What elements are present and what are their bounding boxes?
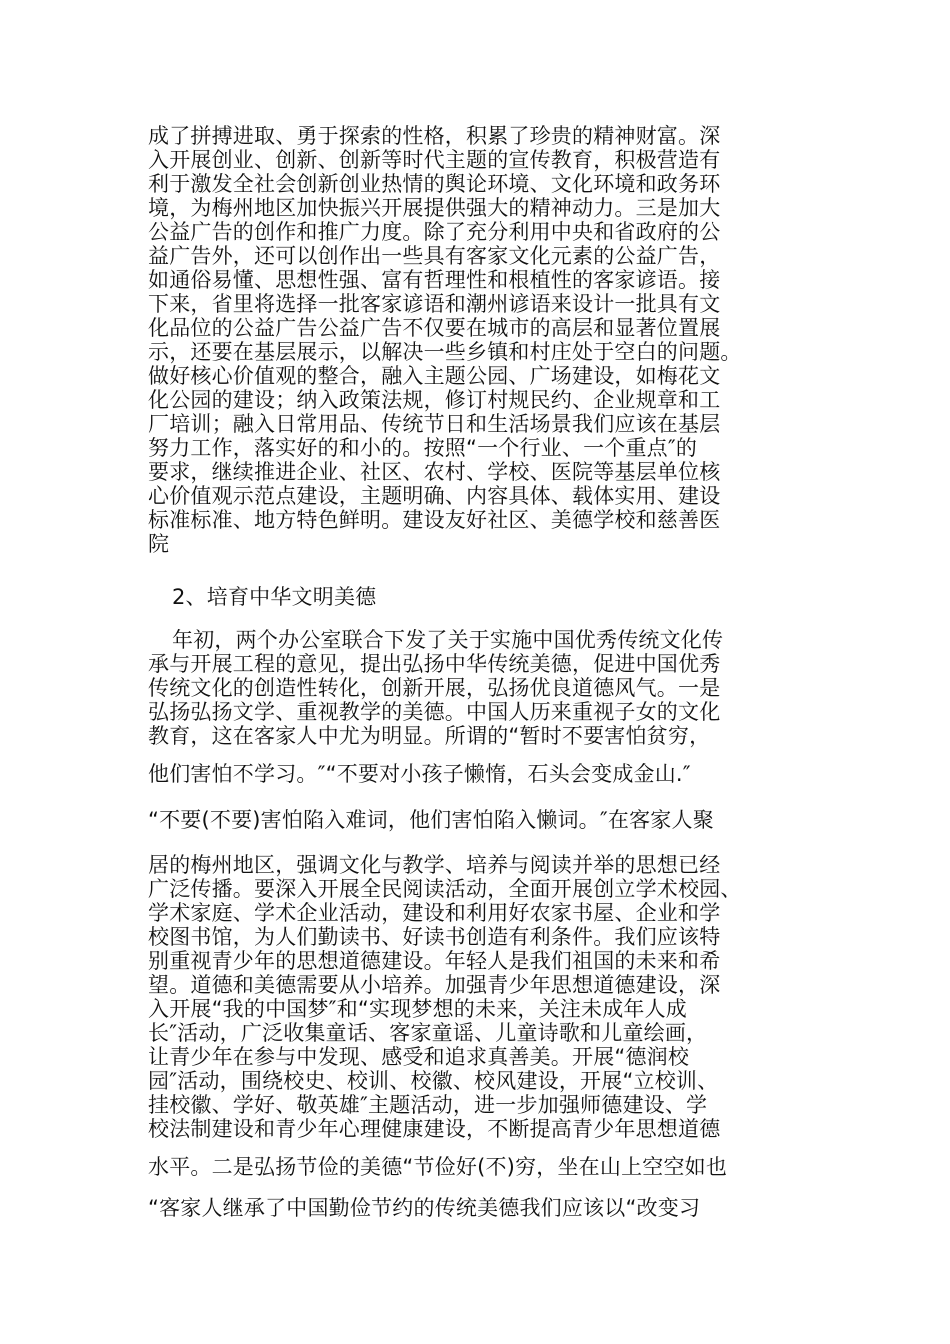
text-line: 标准标准、地方特色鲜明。建设友好社区、美德学校和慈善医 — [148, 508, 721, 532]
text-line: 公益广告的创作和推广力度。除了充分利用中央和省政府的公 — [148, 220, 721, 244]
text-line: 教育，这在客家人中尤为明显。所谓的“暂时不要害怕贫穷， — [148, 724, 711, 748]
text-line: 院 — [148, 532, 170, 556]
section-heading: 2、培育中华文明美德 — [172, 585, 377, 609]
text-line: 园″活动，围绕校史、校训、校徽、校风建设，开展“立校训、 — [148, 1069, 719, 1093]
text-line: 示，还要在基层展示，以解决一些乡镇和村庄处于空白的问题。 — [148, 340, 742, 364]
text-line: 他们害怕不学习。″“不要对小孩子懒惰，石头会变成金山.″ — [148, 762, 691, 786]
text-line: 如通俗易懂、思想性强、富有哲理性和根植性的客家谚语。接 — [148, 268, 721, 292]
text-line: “不要(不要)害怕陷入难词，他们害怕陷入懒词。″在客家人聚 — [148, 808, 714, 832]
text-line: 境，为梅州地区加快振兴开展提供强大的精神动力。三是加大 — [148, 196, 721, 220]
text-line: 承与开展工程的意见，提出弘扬中华传统美德，促进中国优秀 — [148, 652, 721, 676]
text-line: 要求，继续推进企业、社区、农村、学校、医院等基层单位核 — [148, 460, 721, 484]
text-line: 广泛传播。要深入开展全民阅读活动，全面开展创立学术校园、 — [148, 877, 742, 901]
text-line: 望。道德和美德需要从小培养。加强青少年思想道德建设，深 — [148, 973, 721, 997]
text-line: 入开展创业、创新、创新等时代主题的宣传教育，积极营造有 — [148, 148, 721, 172]
text-line: 厂培训；融入日常用品、传统节日和生活场景我们应该在基层 — [148, 412, 721, 436]
text-line: “客家人继承了中国勤俭节约的传统美德我们应该以“改变习 — [148, 1196, 701, 1220]
text-line: 传统文化的创造性转化，创新开展，弘扬优良道德风气。一是 — [148, 676, 721, 700]
text-line: 挂校徽、学好、敬英雄″主题活动，进一步加强师德建设、学 — [148, 1093, 708, 1117]
text-line: 别重视青少年的思想道德建设。年轻人是我们祖国的未来和希 — [148, 949, 721, 973]
text-line: 长″活动，广泛收集童话、客家童谣、儿童诗歌和儿童绘画， — [148, 1021, 708, 1045]
text-line: 校图书馆，为人们勤读书、好读书创造有利条件。我们应该特 — [148, 925, 721, 949]
text-line: 弘扬弘扬文学、重视教学的美德。中国人历来重视子女的文化 — [148, 700, 721, 724]
text-line: 让青少年在参与中发现、感受和追求真善美。开展“德润校 — [148, 1045, 690, 1069]
text-line: 年初，两个办公室联合下发了关于实施中国优秀传统文化传 — [172, 628, 724, 652]
text-line: 成了拼搏进取、勇于探索的性格，积累了珍贵的精神财富。深 — [148, 124, 721, 148]
text-line: 化品位的公益广告公益广告不仅要在城市的高层和显著位置展 — [148, 316, 721, 340]
text-line: 努力工作，落实好的和小的。按照“一个行业、一个重点″的 — [148, 436, 698, 460]
text-line: 心价值观示范点建设，主题明确、内容具体、载体实用、建设 — [148, 484, 721, 508]
text-line: 做好核心价值观的整合，融入主题公园、广场建设，如梅花文 — [148, 364, 721, 388]
text-line: 居的梅州地区，强调文化与教学、培养与阅读并举的思想已经 — [148, 853, 721, 877]
text-line: 入开展“我的中国梦″和“实现梦想的未来，关注未成年人成 — [148, 997, 688, 1021]
text-line: 化公园的建设；纳入政策法规，修订村规民约、企业规章和工 — [148, 388, 721, 412]
text-line: 校法制建设和青少年心理健康建设，不断提高青少年思想道德 — [148, 1117, 721, 1141]
text-line: 利于激发全社会创新创业热情的舆论环境、文化环境和政务环 — [148, 172, 721, 196]
text-line: 下来，省里将选择一批客家谚语和潮州谚语来设计一批具有文 — [148, 292, 721, 316]
text-line: 学术家庭、学术企业活动，建设和利用好农家书屋、企业和学 — [148, 901, 721, 925]
text-line: 水平。二是弘扬节俭的美德“节俭好(不)穷，坐在山上空空如也 — [148, 1155, 728, 1179]
text-line: 益广告外，还可以创作出一些具有客家文化元素的公益广告， — [148, 244, 721, 268]
